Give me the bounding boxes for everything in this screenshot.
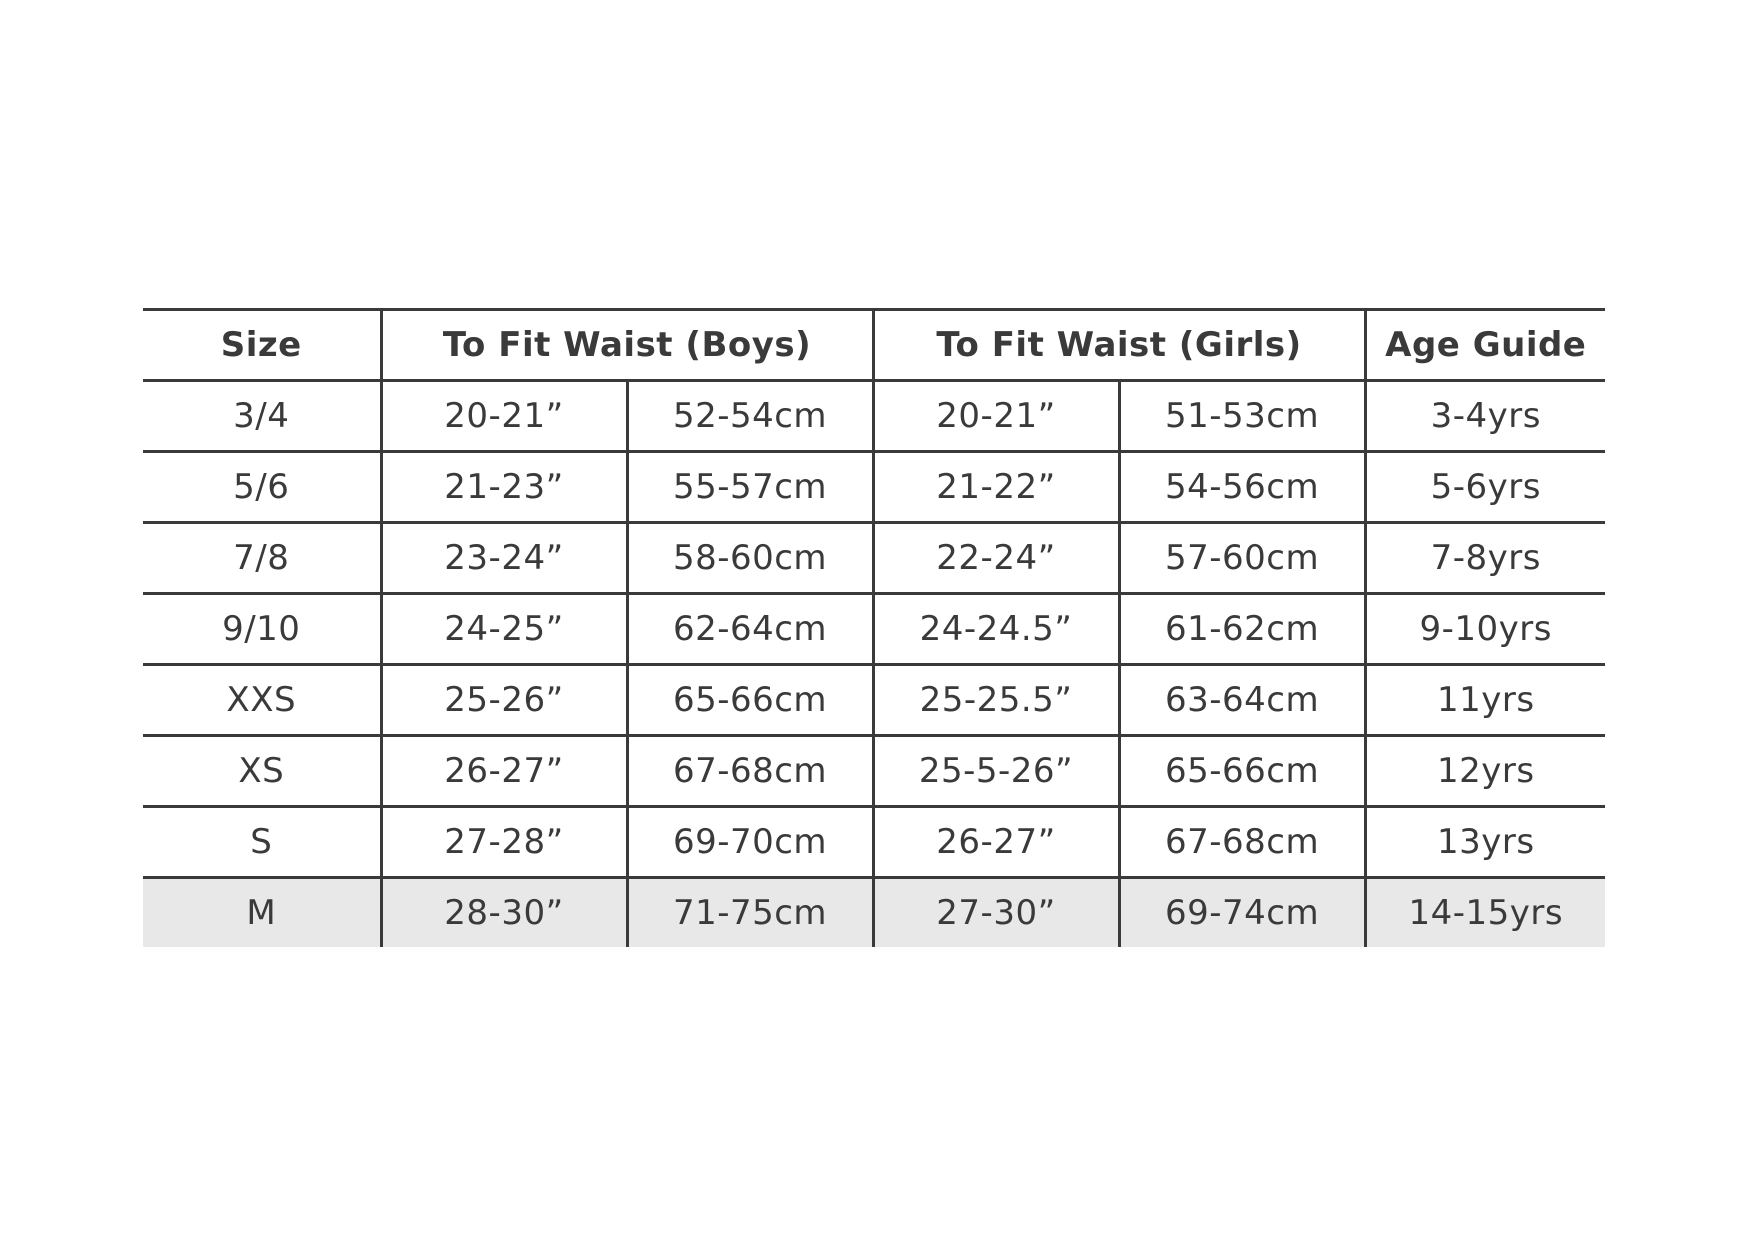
table-row <box>143 807 1605 878</box>
header-waist-girls: To Fit Waist (Girls) <box>873 310 1365 381</box>
cell-age: 9-10yrs <box>1365 594 1605 665</box>
cell-girls-inches: 25-25.5” <box>873 665 1119 736</box>
cell-boys-inches: 26-27” <box>381 736 627 807</box>
cell-boys-cm: 52-54cm <box>627 381 873 452</box>
cell-girls-inches: 22-24” <box>873 523 1119 594</box>
cell-boys-inches: 21-23” <box>381 452 627 523</box>
table-row <box>143 736 1605 807</box>
cell-age: 14-15yrs <box>1365 878 1605 948</box>
table-row <box>143 665 1605 736</box>
cell-girls-cm: 57-60cm <box>1119 523 1365 594</box>
cell-boys-cm: 62-64cm <box>627 594 873 665</box>
cell-girls-inches: 20-21” <box>873 381 1119 452</box>
cell-girls-inches: 26-27” <box>873 807 1119 878</box>
cell-boys-cm: 65-66cm <box>627 665 873 736</box>
cell-girls-cm: 69-74cm <box>1119 878 1365 948</box>
cell-size: XS <box>143 736 381 807</box>
cell-age: 13yrs <box>1365 807 1605 878</box>
size-chart-body <box>143 381 1605 948</box>
cell-boys-cm: 55-57cm <box>627 452 873 523</box>
cell-size: 7/8 <box>143 523 381 594</box>
header-size: Size <box>143 310 381 381</box>
cell-boys-inches: 28-30” <box>381 878 627 948</box>
cell-boys-cm: 67-68cm <box>627 736 873 807</box>
cell-girls-cm: 61-62cm <box>1119 594 1365 665</box>
cell-boys-inches: 24-25” <box>381 594 627 665</box>
header-age-guide: Age Guide <box>1365 310 1605 381</box>
cell-girls-cm: 54-56cm <box>1119 452 1365 523</box>
table-row <box>143 878 1605 948</box>
cell-size: XXS <box>143 665 381 736</box>
cell-girls-inches: 27-30” <box>873 878 1119 948</box>
cell-girls-cm: 67-68cm <box>1119 807 1365 878</box>
cell-size: M <box>143 878 381 948</box>
size-chart-header <box>143 310 1605 381</box>
cell-size: 3/4 <box>143 381 381 452</box>
cell-age: 12yrs <box>1365 736 1605 807</box>
cell-boys-cm: 69-70cm <box>627 807 873 878</box>
table-row <box>143 523 1605 594</box>
cell-size: 5/6 <box>143 452 381 523</box>
cell-size: 9/10 <box>143 594 381 665</box>
cell-boys-inches: 23-24” <box>381 523 627 594</box>
cell-boys-cm: 71-75cm <box>627 878 873 948</box>
cell-girls-inches: 21-22” <box>873 452 1119 523</box>
cell-girls-inches: 24-24.5” <box>873 594 1119 665</box>
cell-boys-cm: 58-60cm <box>627 523 873 594</box>
table-row <box>143 381 1605 452</box>
cell-boys-inches: 27-28” <box>381 807 627 878</box>
cell-age: 11yrs <box>1365 665 1605 736</box>
table-row <box>143 594 1605 665</box>
cell-girls-cm: 65-66cm <box>1119 736 1365 807</box>
cell-girls-cm: 63-64cm <box>1119 665 1365 736</box>
cell-size: S <box>143 807 381 878</box>
table-row <box>143 452 1605 523</box>
cell-girls-inches: 25-5-26” <box>873 736 1119 807</box>
cell-age: 5-6yrs <box>1365 452 1605 523</box>
cell-age: 3-4yrs <box>1365 381 1605 452</box>
size-chart-table <box>143 308 1605 947</box>
cell-boys-inches: 20-21” <box>381 381 627 452</box>
cell-boys-inches: 25-26” <box>381 665 627 736</box>
header-waist-boys: To Fit Waist (Boys) <box>381 310 873 381</box>
cell-girls-cm: 51-53cm <box>1119 381 1365 452</box>
cell-age: 7-8yrs <box>1365 523 1605 594</box>
header-row <box>143 310 1605 381</box>
